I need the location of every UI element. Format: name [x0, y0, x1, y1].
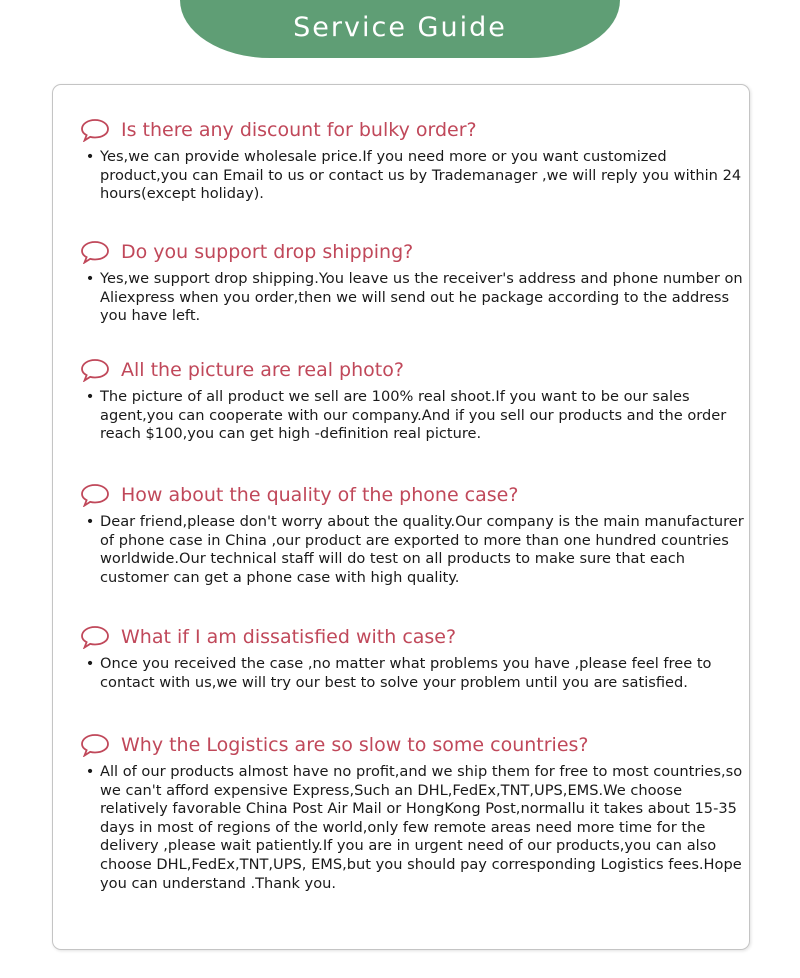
answer-text: All of our products almost have no profit,and we ship them for free to most countries,so we can't afford expensive Express,Such an DHL,FedEx,TNT,UPS,EMS.We choose relatively favorable China Post Air Mail or HongKong Post,normallu it takes about 15-35 days in most of regions of the world,only few remote areas need more time for the delivery ,please wait patiently.If you are in urgent need of our products,you can also choose DHL,FedEx,TNT,UPS, EMS,but you should pay corresponding Logistics fees.Hope you can understand .Thank you. [100, 763, 743, 892]
faq-item-discount [80, 116, 750, 204]
question-text: How about the quality of the phone case? [121, 484, 519, 506]
question-row [80, 238, 750, 266]
faq-item-quality [80, 481, 750, 587]
header-tab [180, 0, 620, 58]
bullet: • [85, 148, 95, 165]
answer-text: Yes,we can provide wholesale price.If you need more or you want customized product,you can Email to us or contact us by Trademanager ,we will reply you within 24 hours(except holiday). [100, 148, 742, 203]
bullet: • [85, 270, 95, 287]
answer-text: Once you received the case ,no matter what problems you have ,please feel free to contact with us,we will try our best to solve your problem until you are satisfied. [100, 655, 712, 691]
bullet: • [85, 388, 95, 405]
bullet: • [85, 513, 95, 530]
speech-bubble-icon [80, 358, 110, 382]
page-title: Service Guide [293, 11, 507, 43]
faq-item-dissatisfied [80, 623, 750, 692]
question-text: Is there any discount for bulky order? [121, 119, 477, 141]
answer-text: Yes,we support drop shipping.You leave us the receiver's address and phone number on Aliexpress when you order,then we will send out he package according to the address you have left. [100, 270, 743, 325]
question-row [80, 116, 750, 144]
question-row [80, 623, 750, 651]
answer [80, 763, 750, 893]
faq-item-drop-shipping [80, 238, 750, 326]
answer [80, 655, 750, 692]
bullet: • [85, 763, 95, 780]
speech-bubble-icon [80, 733, 110, 757]
bullet: • [85, 655, 95, 672]
question-row [80, 481, 750, 509]
question-text: What if I am dissatisfied with case? [121, 626, 457, 648]
answer-text: Dear friend,please don't worry about the quality.Our company is the main manufacturer of phone case in China ,our product are exported to more than one hundred countries worldwide.Our technical staff will do test on all products to make sure that each customer can get a phone case with high quality. [100, 513, 744, 586]
answer [80, 513, 750, 587]
question-text: Why the Logistics are so slow to some countries? [121, 734, 589, 756]
answer [80, 148, 750, 204]
speech-bubble-icon [80, 483, 110, 507]
answer-text: The picture of all product we sell are 100% real shoot.If you want to be our sales agent,you can cooperate with our company.And if you sell our products and the order reach $100,you can get high -definition real picture. [100, 388, 727, 443]
faq-item-logistics [80, 731, 750, 893]
faq-item-real-photo [80, 356, 750, 444]
question-text: Do you support drop shipping? [121, 241, 414, 263]
question-text: All the picture are real photo? [121, 359, 404, 381]
speech-bubble-icon [80, 118, 110, 142]
question-row [80, 356, 750, 384]
question-row [80, 731, 750, 759]
header-band [0, 0, 800, 58]
speech-bubble-icon [80, 625, 110, 649]
speech-bubble-icon [80, 240, 110, 264]
answer [80, 388, 750, 444]
answer [80, 270, 750, 326]
